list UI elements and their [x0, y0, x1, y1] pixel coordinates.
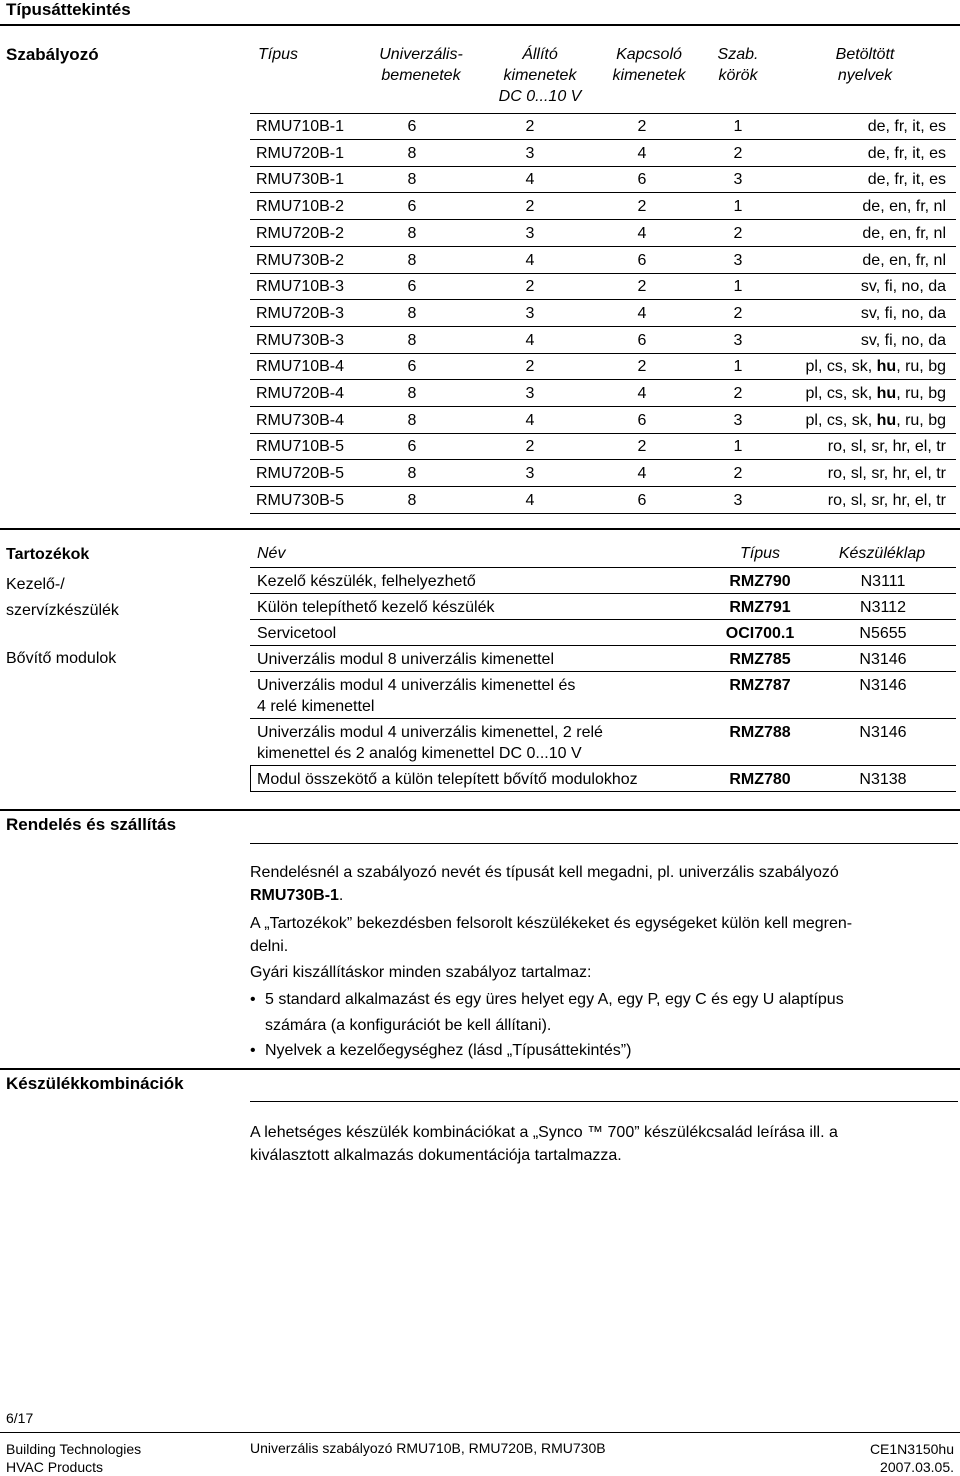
cell-universal-inputs: 6 — [407, 278, 417, 296]
ordering-rule — [0, 809, 960, 811]
cell-analog-outputs: 3 — [525, 304, 535, 322]
accessory-row — [250, 719, 956, 766]
cell-analog-outputs: 2 — [525, 438, 535, 456]
col-header-heating-circuits: Szab. körök — [717, 46, 759, 84]
accessory-row — [250, 594, 956, 620]
combinations-sub-rule — [250, 1101, 958, 1102]
cell-heating-circuits: 3 — [733, 251, 743, 269]
cell-languages: de, fr, it, es — [867, 118, 946, 135]
cell-heating-circuits: 2 — [733, 304, 743, 322]
cell-heating-circuits: 1 — [733, 198, 743, 216]
table-row — [250, 434, 956, 460]
accessory-type: OCI700.1 — [725, 625, 795, 642]
accessory-type: RMZ788 — [729, 724, 791, 741]
cell-languages: pl, cs, sk, hu, ru, bg — [805, 358, 946, 376]
acc-header-datasheet: Készüléklap — [838, 545, 926, 562]
cell-type: RMU720B-4 — [256, 385, 345, 402]
accessory-name: Univerzális modul 4 univerzális kimenettel, 2 relé kimenettel és 2 analóg kimenettel DC 0...10 V — [257, 724, 603, 762]
cell-analog-outputs: 2 — [525, 198, 535, 216]
page-title: Típusáttekintés — [6, 0, 131, 19]
combinations-rule — [0, 1068, 960, 1070]
footer-rule — [0, 1432, 960, 1433]
cell-languages: de, en, fr, nl — [862, 224, 946, 242]
cell-languages: ro, sl, sr, hr, el, tr — [827, 491, 946, 509]
cell-universal-inputs: 8 — [407, 411, 417, 429]
cell-heating-circuits: 3 — [733, 171, 743, 189]
accessory-datasheet: N3138 — [859, 771, 907, 788]
cell-heating-circuits: 2 — [733, 144, 743, 162]
acc-header-name: Név — [257, 545, 286, 562]
table-row — [250, 381, 956, 407]
cell-heating-circuits: 1 — [733, 358, 743, 376]
accessory-name: Kezelő készülék, felhelyezhető — [257, 573, 476, 590]
footer-company: Building Technologies HVAC Products — [6, 1441, 142, 1475]
section-accessories: Tartozékok — [6, 546, 90, 563]
accessory-name: Univerzális modul 8 univerzális kimenettel — [257, 651, 555, 668]
cell-universal-inputs: 8 — [407, 304, 417, 322]
cell-analog-outputs: 3 — [525, 465, 535, 483]
table-row — [250, 114, 956, 140]
cell-switching-outputs: 4 — [637, 385, 647, 402]
cell-analog-outputs: 3 — [525, 224, 535, 242]
table-row — [250, 274, 956, 300]
cell-switching-outputs: 2 — [637, 198, 647, 216]
cell-analog-outputs: 4 — [525, 411, 535, 429]
cell-universal-inputs: 8 — [407, 251, 417, 269]
cell-switching-outputs: 6 — [637, 171, 647, 189]
cell-type: RMU730B-4 — [256, 411, 345, 429]
table-row — [250, 408, 956, 434]
col-header-switching-outputs: Kapcsoló kimenetek — [612, 46, 686, 84]
accessory-row — [250, 672, 956, 719]
acc-header-type: Típus — [739, 545, 780, 562]
cell-heating-circuits: 1 — [733, 118, 743, 135]
accessory-datasheet: N3146 — [859, 677, 907, 694]
cell-analog-outputs: 4 — [525, 171, 535, 189]
cell-type: RMU730B-1 — [256, 171, 345, 189]
cell-type: RMU730B-2 — [256, 251, 345, 269]
ordering-paragraph-3: Gyári kiszállításkor minden szabályoz tartalmaz: — [250, 964, 592, 981]
accessory-row — [250, 568, 956, 594]
accessory-name: Modul összekötő a külön telepített bővítő modulokhoz — [257, 771, 638, 788]
bullet-dot: • — [250, 991, 256, 1008]
cell-switching-outputs: 2 — [637, 438, 647, 456]
cell-analog-outputs: 2 — [525, 118, 535, 135]
accessory-type: RMZ785 — [729, 651, 791, 668]
cell-universal-inputs: 8 — [407, 171, 417, 189]
cell-heating-circuits: 1 — [733, 278, 743, 296]
ordering-paragraph-2: A „Tartozékok” bekezdésben felsorolt készülékeket és egységeket külön kell megren- delni. — [250, 915, 853, 955]
table-row — [250, 301, 956, 327]
cell-universal-inputs: 8 — [407, 331, 417, 349]
accessory-type: RMZ780 — [729, 771, 791, 788]
cell-type: RMU720B-1 — [256, 144, 345, 162]
footer-doc-title: Univerzális szabályozó RMU710B, RMU720B, RMU730B — [250, 1440, 606, 1456]
cell-languages: de, en, fr, nl — [862, 251, 946, 269]
accessory-name: Univerzális modul 4 univerzális kimenettel és 4 relé kimenettel — [257, 677, 576, 715]
cell-heating-circuits: 3 — [733, 331, 743, 349]
table-row — [250, 248, 956, 274]
table-row — [250, 488, 956, 514]
cell-heating-circuits: 3 — [733, 491, 743, 509]
accessory-datasheet: N5655 — [859, 625, 907, 642]
accessory-type: RMZ790 — [729, 573, 791, 590]
table-row — [250, 141, 956, 167]
cell-type: RMU720B-2 — [256, 224, 345, 242]
cell-universal-inputs: 6 — [407, 438, 417, 456]
ordering-bullet-2: • Nyelvek a kezelőegységhez (lásd „Típusáttekintés”) — [250, 1039, 631, 1062]
cell-languages: sv, fi, no, da — [860, 304, 946, 322]
table-row — [250, 354, 956, 380]
col-header-universal-inputs: Univerzális- bemenetek — [379, 46, 463, 84]
cell-universal-inputs: 6 — [407, 358, 417, 376]
cell-analog-outputs: 4 — [525, 331, 535, 349]
table-row — [250, 461, 956, 487]
cell-universal-inputs: 8 — [407, 385, 417, 402]
accessory-row — [250, 620, 956, 646]
accessory-name: Servicetool — [257, 625, 337, 642]
cell-heating-circuits: 2 — [733, 465, 743, 483]
cell-switching-outputs: 6 — [637, 491, 647, 509]
cell-languages: de, en, fr, nl — [862, 198, 946, 216]
cell-analog-outputs: 3 — [525, 144, 535, 162]
cell-switching-outputs: 4 — [637, 465, 647, 483]
cell-universal-inputs: 6 — [407, 118, 417, 135]
col-header-analog-outputs: Állító kimenetek DC 0...10 V — [498, 46, 582, 105]
cell-heating-circuits: 2 — [733, 224, 743, 242]
accessory-row — [250, 646, 956, 672]
cell-universal-inputs: 8 — [407, 144, 417, 162]
accessory-datasheet: N3111 — [860, 573, 906, 590]
title-rule — [0, 24, 960, 26]
cell-languages: de, fr, it, es — [867, 144, 946, 162]
ordering-paragraph-1: Rendelésnél a szabályozó nevét és típusát kell megadni, pl. univerzális szabályozó RMU730B-1. — [250, 864, 839, 904]
accessory-type: RMZ791 — [729, 599, 791, 616]
bullet-dot: • — [250, 1042, 256, 1059]
sub-extension-modules: Bővítő modulok — [6, 650, 117, 667]
cell-analog-outputs: 4 — [525, 251, 535, 269]
combinations-text: A lehetséges készülék kombinációkat a „Synco ™ 700” készülékcsalád leírása ill. a kiválasztott alkalmazás dokumentációja tartalmazza. — [250, 1124, 838, 1164]
page-number: 6/17 — [6, 1410, 34, 1426]
section-combinations: Készülékkombinációk — [6, 1074, 184, 1093]
accessory-datasheet: N3146 — [859, 724, 907, 741]
ordering-bullet-1: • 5 standard alkalmazást és egy üres helyet egy A, egy P, egy C és egy U alaptípus számára (a konfigurációt be kell állítani). — [250, 987, 844, 1039]
cell-languages: ro, sl, sr, hr, el, tr — [827, 465, 946, 483]
row-separator — [250, 513, 956, 514]
cell-universal-inputs: 8 — [407, 224, 417, 242]
cell-switching-outputs: 6 — [637, 251, 647, 269]
cell-languages: ro, sl, sr, hr, el, tr — [827, 438, 946, 456]
cell-switching-outputs: 4 — [637, 304, 647, 322]
cell-languages: sv, fi, no, da — [860, 331, 946, 349]
cell-type: RMU710B-5 — [256, 438, 345, 456]
cell-heating-circuits: 2 — [733, 385, 743, 402]
cell-switching-outputs: 2 — [637, 278, 647, 296]
cell-analog-outputs: 2 — [525, 358, 535, 376]
cell-analog-outputs: 3 — [525, 385, 535, 402]
accessory-datasheet: N3146 — [859, 651, 907, 668]
cell-universal-inputs: 8 — [407, 491, 417, 509]
cell-switching-outputs: 2 — [637, 358, 647, 376]
cell-switching-outputs: 2 — [637, 118, 647, 135]
cell-analog-outputs: 2 — [525, 278, 535, 296]
cell-universal-inputs: 8 — [407, 465, 417, 483]
cell-type: RMU710B-4 — [256, 358, 345, 376]
cell-heating-circuits: 3 — [733, 411, 743, 429]
col-header-languages: Betöltött nyelvek — [835, 46, 895, 84]
footer-doc-id: CE1N3150hu 2007.03.05. — [869, 1441, 954, 1475]
accessories-rule — [0, 528, 960, 530]
accessory-name: Külön telepíthető kezelő készülék — [257, 599, 495, 616]
cell-languages: de, fr, it, es — [867, 171, 946, 189]
cell-type: RMU730B-3 — [256, 331, 345, 349]
table-row — [250, 328, 956, 354]
cell-type: RMU720B-5 — [256, 465, 345, 483]
cell-languages: pl, cs, sk, hu, ru, bg — [805, 411, 946, 429]
cell-type: RMU720B-3 — [256, 304, 345, 322]
example-type-code: RMU730B-1 — [250, 887, 339, 904]
row-left-border — [250, 766, 251, 792]
ordering-sub-rule — [250, 843, 958, 844]
cell-analog-outputs: 4 — [525, 491, 535, 509]
sub-operator-units: Kezelő-/ szervízkészülék — [6, 576, 119, 619]
cell-type: RMU710B-3 — [256, 278, 345, 296]
section-controller: Szabályozó — [6, 45, 99, 64]
cell-switching-outputs: 4 — [637, 224, 647, 242]
table-row — [250, 221, 956, 247]
accessory-datasheet: N3112 — [860, 599, 906, 616]
accessory-type: RMZ787 — [729, 677, 791, 694]
cell-languages: pl, cs, sk, hu, ru, bg — [805, 385, 946, 402]
cell-universal-inputs: 6 — [407, 198, 417, 216]
cell-languages: sv, fi, no, da — [860, 278, 946, 296]
col-header-type: Típus — [258, 46, 299, 63]
cell-switching-outputs: 6 — [637, 411, 647, 429]
section-ordering: Rendelés és szállítás — [6, 815, 177, 834]
table-row — [250, 194, 956, 220]
accessory-row — [250, 766, 956, 792]
row-separator — [250, 791, 956, 792]
cell-type: RMU710B-1 — [256, 118, 345, 135]
cell-switching-outputs: 4 — [637, 144, 647, 162]
cell-type: RMU730B-5 — [256, 491, 345, 509]
cell-switching-outputs: 6 — [637, 331, 647, 349]
cell-heating-circuits: 1 — [733, 438, 743, 456]
cell-type: RMU710B-2 — [256, 198, 345, 216]
table-row — [250, 167, 956, 193]
